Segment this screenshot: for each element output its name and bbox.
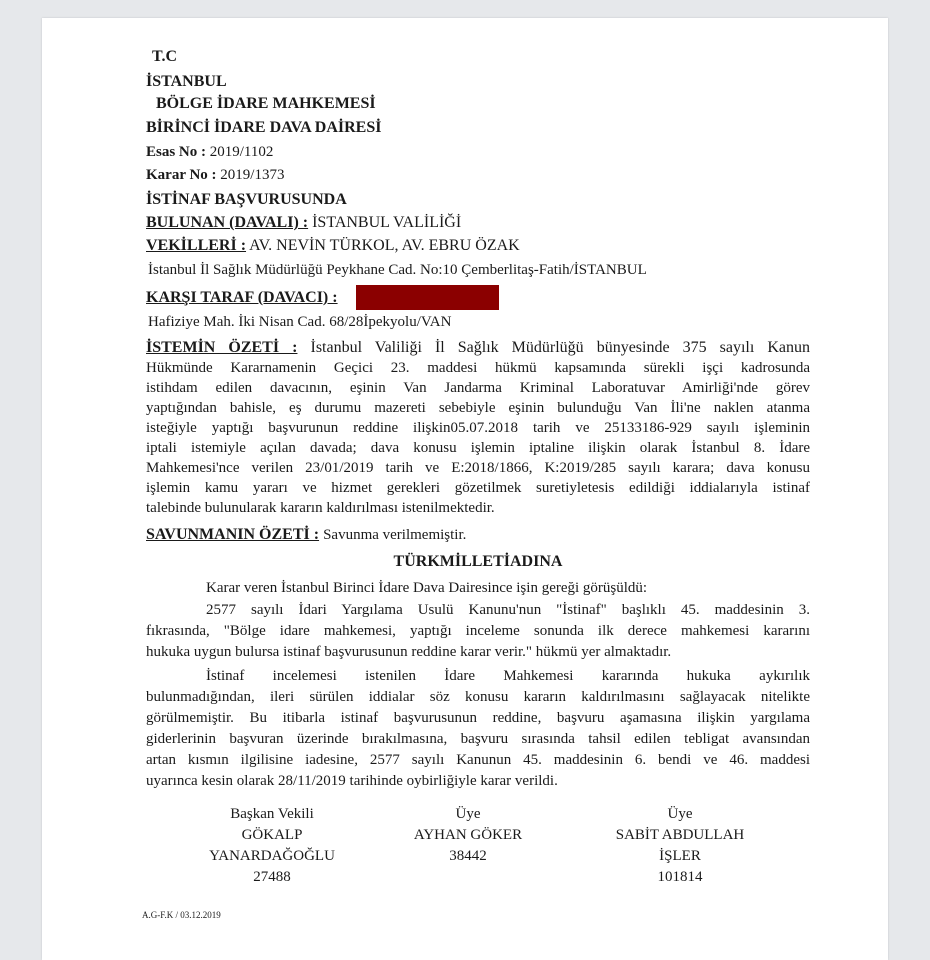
footer-code: A.G-F.K / 03.12.2019: [142, 910, 221, 920]
istem-line-7: işlemin kamu yararı ve hizmet gerekleri gözetilmek suretiyletesis edildiği iddialarıyla istinaf: [146, 480, 810, 496]
esas-row: [146, 144, 273, 161]
para1-line-2: hukuka uygun bulursa istinaf başvurusunun reddine karar verir." hükmü yer almaktadır.: [146, 644, 672, 660]
decision-intro: Karar veren İstanbul Birinci İdare Dava Dairesince işin gereği görüşüldü:: [206, 580, 648, 596]
para2-line-1: bulunmadığından, ileri sürülen iddialar söz konusu kararın kaldırılmasını sağlayacak nitelikte: [146, 689, 810, 705]
istem-line-4: isteğiyle yaptığı başvurunun reddine ilişkin05.07.2018 tarih ve 25133186-929 sayılı işleminin: [146, 420, 810, 436]
istem-first-line: [146, 339, 810, 357]
karsi-row: [146, 289, 338, 307]
karar-value: 2019/1373: [220, 167, 285, 183]
signature-3-name1: SABİT ABDULLAH: [615, 827, 745, 843]
para2-line-4: artan kısmın ilgilisine iadesine, 2577 sayılı Kanunun 45. maddesinin 6. bendi ve 46. maddesi: [146, 752, 810, 768]
para2-line-5: uyarınca kesin olarak 28/11/2019 tarihinde oybirliğiyle karar verildi.: [146, 773, 558, 789]
istem-line-6: Mahkemesi'nce verilen 23/01/2019 tarih ve E:2018/1866, K:2019/285 sayılı karara; dava konusu: [146, 460, 810, 476]
signature-1-title: Başkan Vekili: [230, 806, 314, 822]
signature-3-title: Üye: [667, 806, 693, 822]
signature-1-name1: GÖKALP: [241, 827, 303, 843]
istem-line-8: talebinde bulunularak kararın kaldırılması istenilmektedir.: [146, 500, 495, 516]
signature-1-name2: YANARDAĞOĞLU: [209, 848, 335, 864]
esas-label: Esas No :: [146, 144, 207, 160]
para2-line-0: İstinaf incelemesi istenilen İdare Mahkemesi kararında hukuka aykırılık: [206, 668, 810, 684]
signature-2-number: 38442: [449, 848, 487, 864]
karsi-label: KARŞI TARAF (DAVACI) :: [146, 289, 338, 306]
decision-title: TÜRKMİLLETİADINA: [393, 553, 563, 570]
para1-line-0: 2577 sayılı İdari Yargılama Usulü Kanunu'nun "İstinaf" başlıklı 45. maddesinin 3.: [206, 602, 810, 618]
signature-2-title: Üye: [455, 806, 481, 822]
karar-row: [146, 167, 284, 184]
bulunan-value: İSTANBUL VALİLİĞİ: [312, 214, 462, 231]
savunma-label: SAVUNMANIN ÖZETİ :: [146, 526, 320, 543]
istem-line-5: iptali istemiyle açılan davada; dava konusu işlemin iptaline ilişkin olarak İstanbul 8. İdare: [146, 440, 810, 456]
vekilleri-label: VEKİLLERİ :: [146, 237, 247, 254]
vekil-address: İstanbul İl Sağlık Müdürlüğü Peykhane Cad. No:10 Çemberlitaş-Fatih/İSTANBUL: [148, 262, 647, 278]
istem-line-3: yaptığından bahisle, eş durumu mazereti sebebiyle eşinin bulunduğu Van İli'ne naklen atanma: [146, 400, 810, 416]
vekilleri-value: AV. NEVİN TÜRKOL, AV. EBRU ÖZAK: [249, 237, 520, 254]
signature-3-name2: İŞLER: [659, 848, 701, 864]
istem-line-2: istihdam edilen davacının, eşinin Van Jandarma Kriminal Laboratuvar Amirliği'nde görev: [146, 380, 810, 396]
signature-3: [590, 804, 770, 888]
signature-2-name1: AYHAN GÖKER: [413, 827, 523, 843]
header-court: BÖLGE İDARE MAHKEMESİ: [156, 95, 376, 112]
document-page: [42, 18, 888, 960]
istem-line-0: İstanbul Valiliği İl Sağlık Müdürlüğü bünyesinde 375 sayılı Kanun: [310, 339, 811, 356]
signature-2: [378, 804, 558, 867]
istinaf-title: İSTİNAF BAŞVURUSUNDA: [146, 191, 347, 208]
signature-1-number: 27488: [253, 869, 291, 885]
savunma-row: [146, 526, 466, 544]
header-tc: T.C: [152, 48, 178, 65]
para2-line-2: görülmemiştir. Bu itibarla istinaf başvurusunun reddine, başvuru aşamasına ilişkin yargılama: [146, 710, 810, 726]
para2-line-3: giderlerinin başvuran üzerinde bırakılmasına, başvuru sırasında tahsil edilen tebligat avansından: [146, 731, 810, 747]
istem-line-1: Hükmünde Kararnamenin Geçici 23. maddesi hükmü kapsamında sürekli işçi kadrosunda: [146, 360, 810, 376]
header-city: İSTANBUL: [146, 73, 227, 90]
vekilleri-row: [146, 237, 520, 255]
esas-value: 2019/1102: [209, 144, 274, 160]
istem-label: İSTEMİN ÖZETİ :: [146, 339, 298, 356]
redaction-block: [356, 285, 499, 310]
signature-3-number: 101814: [657, 869, 703, 885]
header-chamber: BİRİNCİ İDARE DAVA DAİRESİ: [146, 119, 382, 136]
karsi-address: Hafiziye Mah. İki Nisan Cad. 68/28İpekyolu/VAN: [148, 314, 452, 330]
bulunan-label: BULUNAN (DAVALI) :: [146, 214, 309, 231]
para1-line-1: fıkrasında, "Bölge idare mahkemesi, yaptığı inceleme sonunda ilk derece mahkemesi kararını: [146, 623, 810, 639]
karar-label: Karar No :: [146, 167, 217, 183]
signature-1: [182, 804, 362, 888]
savunma-value: Savunma verilmemiştir.: [323, 527, 467, 543]
bulunan-row: [146, 214, 461, 232]
